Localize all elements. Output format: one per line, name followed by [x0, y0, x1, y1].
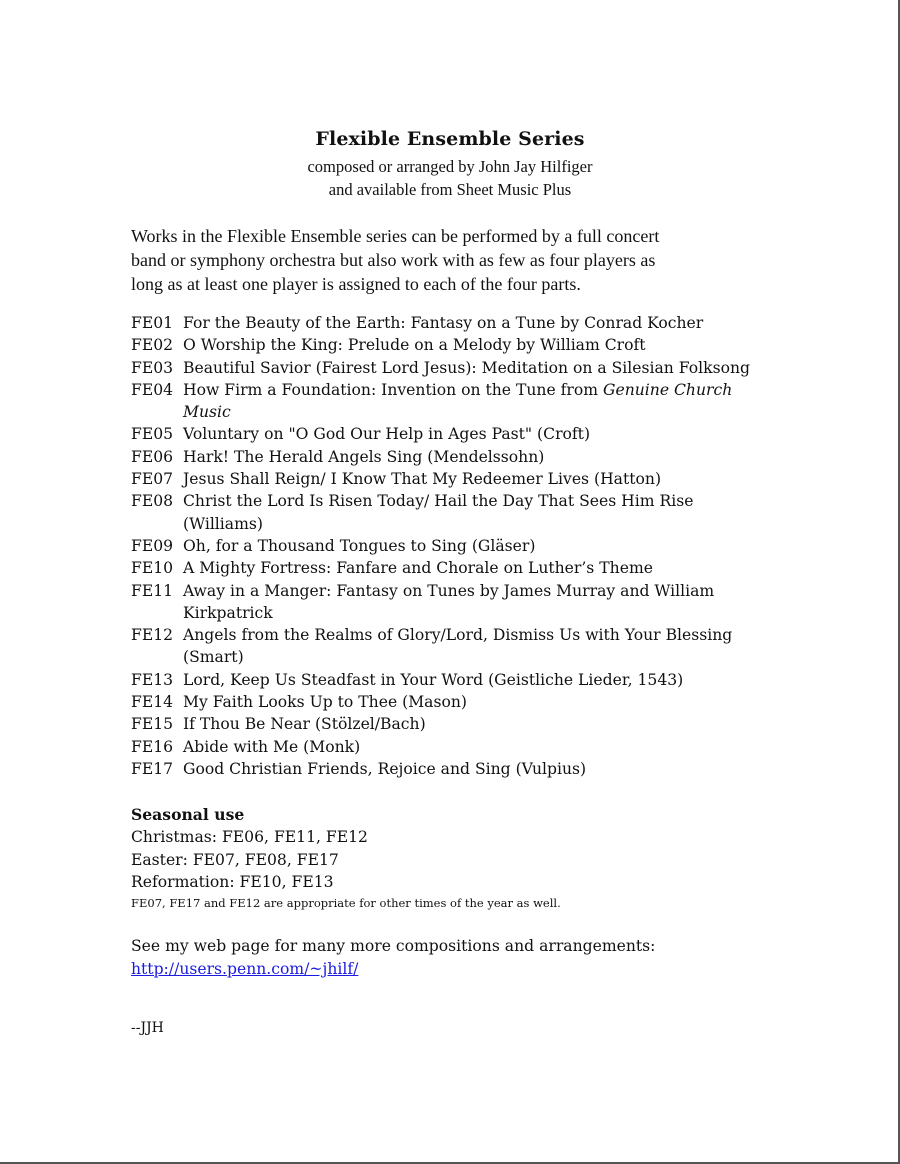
seasonal-reformation: Reformation: FE10, FE13: [131, 873, 334, 892]
work-code: FE02: [131, 336, 174, 355]
work-title: Voluntary on "O God Our Help in Ages Past" (Croft): [183, 425, 591, 444]
seasonal-easter: Easter: FE07, FE08, FE17: [131, 850, 339, 869]
work-title: Lord, Keep Us Steadfast in Your Word (Geistliche Lieder, 1543): [183, 670, 684, 689]
list-item: [131, 713, 781, 735]
list-item: [131, 379, 781, 424]
list-item: [131, 691, 781, 713]
work-title: Christ the Lord Is Risen Today/ Hail the Day That Sees Him Rise: [183, 492, 694, 511]
work-title: Beautiful Savior (Fairest Lord Jesus): Meditation on a Silesian Folksong: [183, 358, 751, 377]
work-title: Hark! The Herald Angels Sing (Mendelssohn): [183, 447, 545, 466]
work-title: My Faith Looks Up to Thee (Mason): [183, 693, 467, 712]
work-title-italic: Music: [183, 403, 231, 422]
signature: --JJH: [131, 1020, 164, 1036]
list-item: [131, 624, 781, 669]
work-code: FE09: [131, 536, 174, 555]
web-section: [131, 935, 655, 980]
page-title: Flexible Ensemble Series: [315, 128, 585, 150]
work-title-continued: Kirkpatrick: [183, 603, 273, 622]
seasonal-note: FE07, FE17 and FE12 are appropriate for other times of the year as well.: [131, 895, 561, 910]
work-title: A Mighty Fortress: Fanfare and Chorale on Luther’s Theme: [183, 559, 653, 578]
work-code: FE04: [131, 380, 174, 399]
work-title: Away in a Manger: Fantasy on Tunes by James Murray and William: [183, 581, 715, 600]
list-item: [131, 446, 781, 468]
work-code: FE15: [131, 715, 174, 734]
work-title-continued: (Williams): [183, 514, 263, 533]
work-title: Abide with Me (Monk): [183, 737, 361, 756]
work-title: For the Beauty of the Earth: Fantasy on a Tune by Conrad Kocher: [183, 314, 704, 332]
work-title: Oh, for a Thousand Tongues to Sing (Gläser): [183, 536, 536, 555]
work-code: FE01: [131, 314, 174, 332]
intro-paragraph: [131, 224, 771, 296]
list-item: [131, 736, 781, 758]
intro-line: Works in the Flexible Ensemble series can be performed by a full concert: [131, 226, 660, 246]
list-item: [131, 535, 781, 557]
work-title: Jesus Shall Reign/ I Know That My Redeemer Lives (Hatton): [183, 470, 662, 489]
work-title-continued: [183, 401, 781, 423]
list-item: [131, 758, 781, 780]
work-code: FE03: [131, 358, 174, 377]
work-title: Good Christian Friends, Rejoice and Sing (Vulpius): [183, 759, 587, 778]
list-item: [131, 580, 781, 625]
work-code: FE05: [131, 425, 174, 444]
work-code: FE06: [131, 447, 174, 466]
subtitle-composer: composed or arranged by John Jay Hilfiger: [307, 157, 593, 176]
seasonal-use-section: [131, 804, 561, 912]
seasonal-heading: Seasonal use: [131, 805, 245, 824]
work-code: FE12: [131, 626, 174, 645]
intro-line: long as at least one player is assigned to each of the four parts.: [131, 274, 581, 294]
work-title: [183, 379, 781, 401]
work-code: FE17: [131, 759, 174, 778]
list-item: [131, 334, 781, 356]
list-item: [131, 312, 781, 334]
list-item: [131, 357, 781, 379]
list-item: [131, 423, 781, 445]
work-code: FE16: [131, 737, 174, 756]
seasonal-christmas: Christmas: FE06, FE11, FE12: [131, 828, 368, 847]
works-list: [131, 312, 781, 780]
work-code: FE07: [131, 470, 174, 489]
work-code: FE08: [131, 492, 174, 511]
list-item: [131, 669, 781, 691]
work-title-italic: Genuine Church: [603, 380, 733, 399]
work-code: FE14: [131, 693, 174, 712]
web-link[interactable]: http://users.penn.com/~jhilf/: [131, 959, 359, 978]
subtitle-availability: and available from Sheet Music Plus: [328, 180, 572, 199]
list-item: [131, 557, 781, 579]
work-title: Angels from the Realms of Glory/Lord, Dismiss Us with Your Blessing: [183, 626, 733, 645]
work-title: O Worship the King: Prelude on a Melody by William Croft: [183, 336, 646, 355]
web-text: See my web page for many more compositions and arrangements:: [131, 937, 656, 955]
work-code: FE13: [131, 670, 174, 689]
list-item: [131, 490, 781, 535]
work-code: FE11: [131, 581, 174, 600]
work-title-text: How Firm a Foundation: Invention on the Tune from: [183, 380, 604, 399]
work-code: FE10: [131, 559, 174, 578]
intro-line: band or symphony orchestra but also work with as few as four players as: [131, 250, 656, 270]
work-title: If Thou Be Near (Stölzel/Bach): [183, 715, 426, 734]
work-title-continued: (Smart): [183, 648, 244, 667]
list-item: [131, 468, 781, 490]
